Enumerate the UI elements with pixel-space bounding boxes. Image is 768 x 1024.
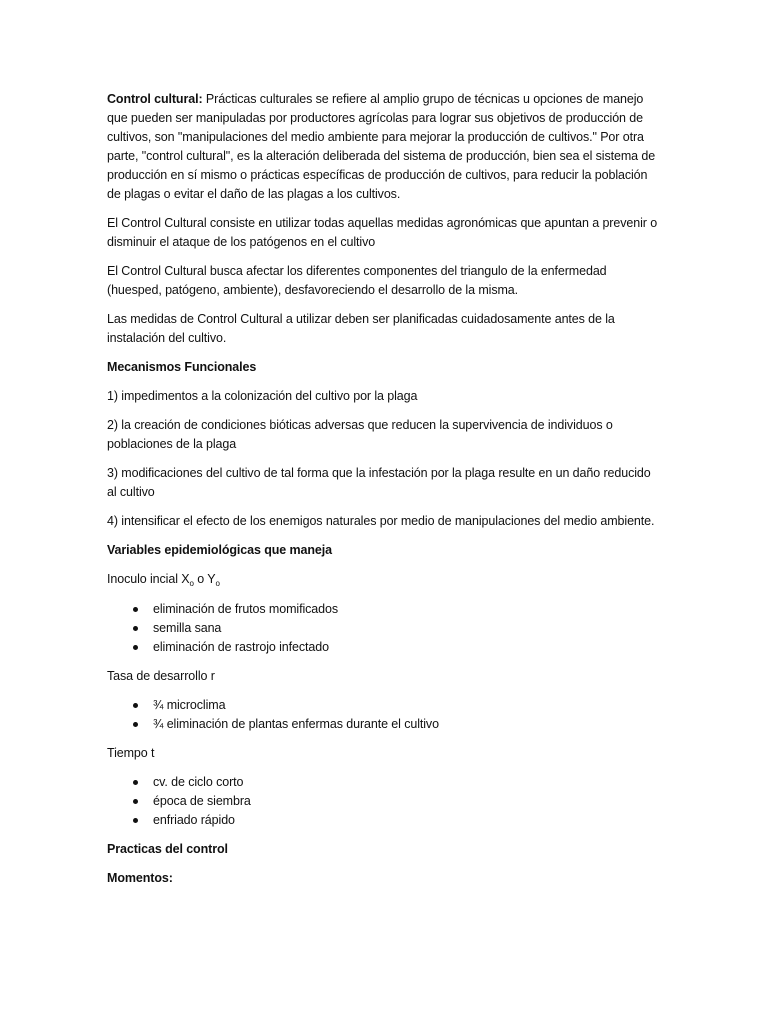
list-item: enfriado rápido [107, 811, 663, 830]
list-item: ¾ microclima [107, 696, 663, 715]
paragraph-1: El Control Cultural consiste en utilizar todas aquellas medidas agronómicas que apuntan a prevenir o disminuir el ataque de los patógenos en el cultivo [107, 216, 658, 249]
paragraph-3: Las medidas de Control Cultural a utilizar deben ser planificadas cuidadosamente antes de la instalación del cultivo. [107, 312, 615, 345]
list-item: época de siembra [107, 792, 663, 811]
list-item: semilla sana [107, 619, 663, 638]
inoculo-list [107, 600, 663, 657]
variables-heading: Variables epidemiológicas que maneja [107, 543, 332, 557]
list-item: eliminación de rastrojo infectado [107, 638, 663, 657]
tiempo-list [107, 773, 663, 830]
inoculo-label: Inoculo incial $X_o$ o $Y_o$ [107, 572, 220, 588]
intro-text: Prácticas culturales se refiere al amplio grupo de técnicas u opciones de manejo que pueden ser manipuladas por productores agrícolas para lograr sus objetivos de producción de cultivos, son "manipulaciones del medio ambiente para mejorar la producción de cultivos." Por otra parte, "control cultural", es la alteración deliberada del sistema de producción, bien sea el sistema de producción en sí mismo o prácticas específicas de producción de cultivos, para reducir la población de plagas o evitar el daño de las plagas a los cultivos. [107, 92, 656, 201]
document-page [107, 90, 663, 898]
list-item: eliminación de frutos momificados [107, 600, 663, 619]
tasa-list [107, 696, 663, 734]
mechanism-2: 2) la creación de condiciones bióticas adversas que reducen la supervivencia de individuos o poblaciones de la plaga [107, 418, 613, 451]
list-item: ¾ eliminación de plantas enfermas durante el cultivo [107, 715, 663, 734]
intro-paragraph [107, 90, 663, 204]
mechanism-4: 4) intensificar el efecto de los enemigos naturales por medio de manipulaciones del medio ambiente. [107, 514, 655, 528]
list-item: cv. de ciclo corto [107, 773, 663, 792]
practicas-heading: Practicas del control [107, 842, 228, 856]
paragraph-2: El Control Cultural busca afectar los diferentes componentes del triangulo de la enfermedad (huesped, patógeno, ambiente), desfavoreciendo el desarrollo de la misma. [107, 264, 607, 297]
momentos-label: Momentos: [107, 871, 173, 885]
intro-lead: Control cultural: [107, 92, 203, 106]
mechanisms-heading: Mecanismos Funcionales [107, 360, 257, 374]
mechanism-3: 3) modificaciones del cultivo de tal forma que la infestación por la plaga resulte en un daño reducido al cultivo [107, 466, 651, 499]
tiempo-label: Tiempo t [107, 746, 155, 760]
mechanism-1: 1) impedimentos a la colonización del cultivo por la plaga [107, 389, 418, 403]
tasa-label: Tasa de desarrollo r [107, 669, 215, 683]
